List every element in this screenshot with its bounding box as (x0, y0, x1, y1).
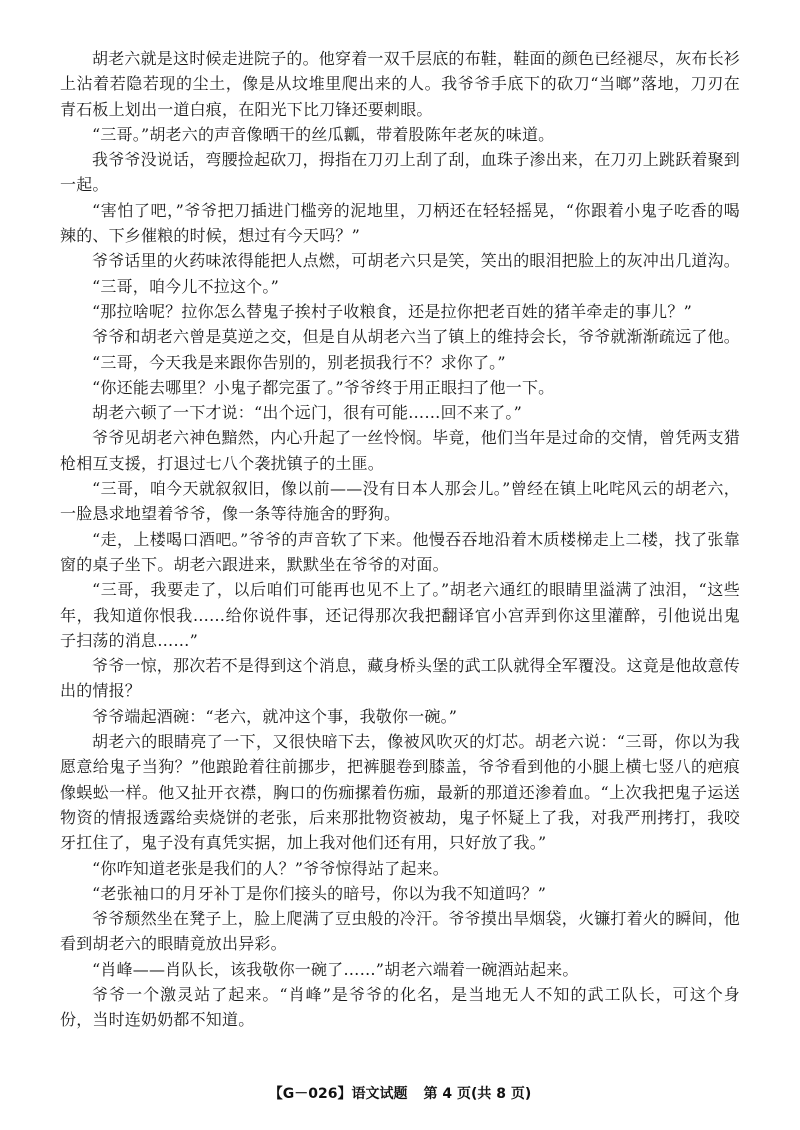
paragraph-19: “你咋知道老张是我们的人？”爷爷惊得站了起来。 (92, 858, 449, 878)
paragraph-17: 爷爷端起酒碗：“老六，就冲这个事，我敬你一碗。” (92, 706, 458, 726)
paragraph-21: 爷爷颓然坐在凳子上，脸上爬满了豆虫般的冷汗。爷爷摸出旱烟袋，火镰打着火的瞬间，他看到胡老六的眼睛竟放出异彩。 (60, 909, 741, 954)
paragraph-7: “那拉啥呢？拉你怎么替鬼子挨村子收粮食，还是拉你把老百姓的猪羊牵走的事儿？” (92, 301, 692, 321)
paragraph-18: 胡老六的眼睛亮了一下，又很快暗下去，像被风吹灭的灯芯。胡老六说：“三哥，你以为我愿意给鬼子当狗？”他踉跄着往前挪步，把裤腿卷到膝盖，爷爷看到他的小腿上横七竖八的疤痕像蜈蚣一样。他又扯开衣襟，胸口的伤痂摞着伤痂，最新的那道还渗着血。“上次我把鬼子运送物资的情报透露给卖烧饼的老张，后来那批物资被劫，鬼子怀疑上了我，对我严刑拷打，我咬牙扛住了，鬼子没有真凭实据，加上我对他们还有用，只好放了我。” (60, 732, 740, 853)
paragraph-10: “你还能去哪里？小鬼子都完蛋了。”爷爷终于用正眼扫了他一下。 (92, 377, 555, 397)
page-footer (0, 1083, 800, 1103)
paragraph-6: “三哥，咱今儿不拉这个。” (92, 276, 279, 296)
paragraph-12: 爷爷见胡老六神色黯然，内心升起了一丝怜悯。毕竟，他们当年是过命的交情，曾凭两支猎枪相互支援，打退过七八个袭扰镇子的土匪。 (60, 428, 741, 473)
paragraph-15: “三哥，我要走了，以后咱们可能再也见不上了。”胡老六通红的眼睛里溢满了浊泪，“这些年，我知道你恨我……给你说件事，还记得那次我把翻译官小宫弄到你这里灌醉，引他说出鬼子扫荡的消息……” (60, 580, 740, 650)
page-number-label: 第 4 页(共 8 页) (423, 1086, 532, 1102)
paragraph-2: “三哥。”胡老六的声音像晒干的丝瓜瓤，带着股陈年老灰的味道。 (92, 124, 555, 144)
paragraph-20: “老张袖口的月牙补丁是你们接头的暗号，你以为我不知道吗？” (92, 883, 547, 903)
paragraph-9: “三哥，今天我是来跟你告别的，别老损我行不？求你了。” (92, 352, 506, 372)
paragraph-8: 爷爷和胡老六曾是莫逆之交，但是自从胡老六当了镇上的维持会长，爷爷就渐渐疏远了他。 (92, 327, 741, 347)
paragraph-16: 爷爷一惊，那次若不是得到这个消息，藏身桥头堡的武工队就得全军覆没。这竟是他故意传出的情报？ (60, 656, 741, 701)
paragraph-5: 爷爷话里的火药味浓得能把人点燃，可胡老六只是笑，笑出的眼泪把脸上的灰冲出几道沟。 (92, 251, 741, 271)
paragraph-13: “三哥，咱今天就叙叙旧，像以前——没有日本人那会儿。”曾经在镇上叱咤风云的胡老六，一脸恳求地望着爷爷，像一条等待施舍的野狗。 (60, 479, 740, 524)
paragraph-11: 胡老六顿了一下才说：“出个远门，很有可能……回不来了。” (92, 403, 522, 423)
paragraph-14: “走，上楼喝口酒吧。”爷爷的声音软了下来。他慢吞吞地沿着木质楼梯走上二楼，找了张靠窗的桌子坐下。胡老六跟进来，默默坐在爷爷的对面。 (60, 529, 740, 574)
exam-code-label: 【G－026】语文试题 (268, 1086, 408, 1102)
paragraph-1: 胡老六就是这时候走进院子的。他穿着一双千层底的布鞋，鞋面的颜色已经褪尽，灰布长衫上沾着若隐若现的尘土，像是从坟堆里爬出来的人。我爷爷手底下的砍刀“当啷”落地，刀刃在青石板上划出一道白痕，在阳光下比刀锋还要刺眼。 (60, 49, 741, 119)
paragraph-4: “害怕了吧，”爷爷把刀插进门槛旁的泥地里，刀柄还在轻轻摇晃，“你跟着小鬼子吃香的喝辣的、下乡催粮的时候，想过有今天吗？” (60, 200, 740, 246)
paragraph-22: “肖峰——肖队长，该我敬你一碗了……”胡老六端着一碗酒站起来。 (92, 959, 579, 979)
paragraph-23: 爷爷一个激灵站了起来。“肖峰”是爷爷的化名，是当地无人不知的武工队长，可这个身份，当时连奶奶都不知道。 (60, 984, 740, 1030)
article-body (60, 46, 740, 1033)
paragraph-3: 我爷爷没说话，弯腰捡起砍刀，拇指在刀刃上刮了刮，血珠子渗出来，在刀刃上跳跃着聚到一起。 (60, 150, 741, 195)
